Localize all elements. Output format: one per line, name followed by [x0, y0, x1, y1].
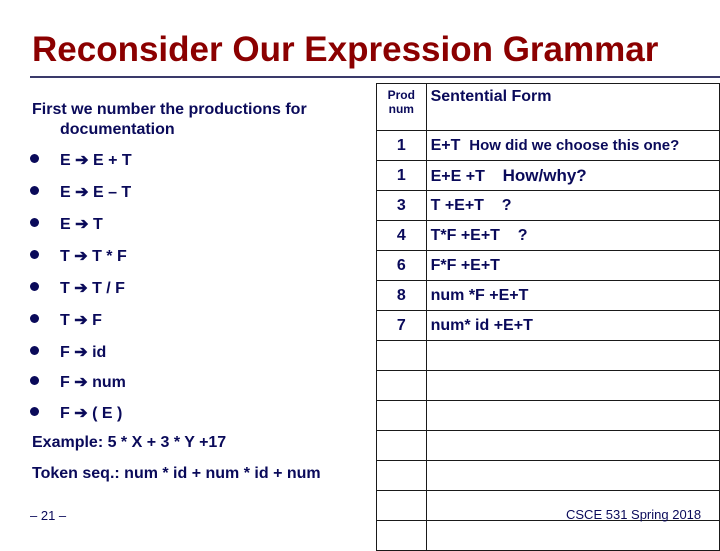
production-text: E ➔ E + T	[60, 152, 132, 169]
table-header-row	[377, 84, 720, 131]
form-cell	[426, 341, 719, 371]
form-text: E+T	[430, 136, 461, 154]
table-row	[377, 371, 720, 401]
form-cell	[426, 131, 719, 161]
prod-num-cell: 1	[377, 131, 427, 161]
table-row	[377, 161, 720, 191]
header-sentential-form: Sentential Form	[426, 84, 719, 131]
table-row	[377, 461, 720, 491]
form-cell	[426, 431, 719, 461]
form-cell	[426, 461, 719, 491]
form-cell	[426, 161, 719, 191]
production-text: F ➔ id	[60, 344, 107, 361]
prod-num-cell: 7	[377, 311, 427, 341]
table-row	[377, 191, 720, 221]
bullet-icon	[30, 346, 39, 355]
table-row	[377, 521, 720, 551]
prod-num-cell: 8	[377, 281, 427, 311]
form-note: How did we choose this one?	[469, 136, 680, 154]
table-row	[377, 131, 720, 161]
form-cell	[426, 371, 719, 401]
form-text: T*F +E+T	[430, 226, 500, 244]
table-row	[377, 251, 720, 281]
table-row	[377, 281, 720, 311]
bullet-icon	[30, 250, 39, 259]
example-text: Example: 5 * X + 3 * Y +17	[32, 434, 227, 451]
production-text: F ➔ num	[60, 374, 126, 391]
prod-num-cell: 3	[377, 191, 427, 221]
derivation-table	[376, 83, 720, 551]
prod-num-cell	[377, 461, 427, 491]
prod-num-cell	[377, 401, 427, 431]
table-row	[377, 311, 720, 341]
table-row	[377, 431, 720, 461]
form-text: E+E +T	[430, 167, 485, 185]
table-row	[377, 401, 720, 431]
form-text: num* id +E+T	[430, 316, 533, 334]
production-text: F ➔ ( E )	[60, 405, 123, 422]
form-cell	[426, 221, 719, 251]
production-text: E ➔ E – T	[60, 184, 132, 201]
form-text: T +E+T	[430, 196, 484, 214]
production-text: T ➔ T * F	[60, 248, 127, 265]
production-text: T ➔ F	[60, 312, 102, 329]
prod-num-cell	[377, 431, 427, 461]
form-note: How/why?	[502, 165, 587, 185]
table-row	[377, 341, 720, 371]
bullet-icon	[30, 407, 39, 416]
production-text: T ➔ T / F	[60, 280, 125, 297]
form-cell	[426, 521, 719, 551]
form-text: num *F +E+T	[430, 286, 529, 304]
prod-num-cell: 1	[377, 161, 427, 191]
production-text: E ➔ T	[60, 216, 103, 233]
prod-num-cell	[377, 371, 427, 401]
header-prod-line-2: num	[388, 102, 414, 116]
form-text: F*F +E+T	[430, 256, 500, 274]
prod-num-cell	[377, 521, 427, 551]
bullet-icon	[30, 186, 39, 195]
header-prod-line-1: Prod	[387, 88, 415, 102]
form-cell	[426, 251, 719, 281]
bullet-icon	[30, 282, 39, 291]
prod-num-cell	[377, 491, 427, 521]
page-number: – 21 –	[30, 508, 67, 523]
bullet-icon	[30, 314, 39, 323]
header-prod-num	[377, 84, 427, 131]
bullet-icon	[30, 154, 39, 163]
intro-line-2: documentation	[60, 121, 175, 138]
form-cell	[426, 311, 719, 341]
bullet-icon	[30, 218, 39, 227]
form-cell	[426, 191, 719, 221]
form-cell	[426, 281, 719, 311]
form-note: ?	[501, 196, 512, 214]
intro-text	[32, 100, 362, 140]
title-rule	[30, 76, 720, 78]
slide-title: Reconsider Our Expression Grammar	[32, 30, 659, 69]
form-cell	[426, 401, 719, 431]
table-row	[377, 221, 720, 251]
form-note: ?	[517, 226, 528, 244]
token-sequence: Token seq.: num * id + num * id + num	[32, 465, 321, 482]
prod-num-cell: 6	[377, 251, 427, 281]
prod-num-cell	[377, 341, 427, 371]
course-label: CSCE 531 Spring 2018	[566, 507, 702, 522]
prod-num-cell: 4	[377, 221, 427, 251]
intro-line-1: First we number the productions for	[32, 101, 307, 118]
bullet-icon	[30, 376, 39, 385]
